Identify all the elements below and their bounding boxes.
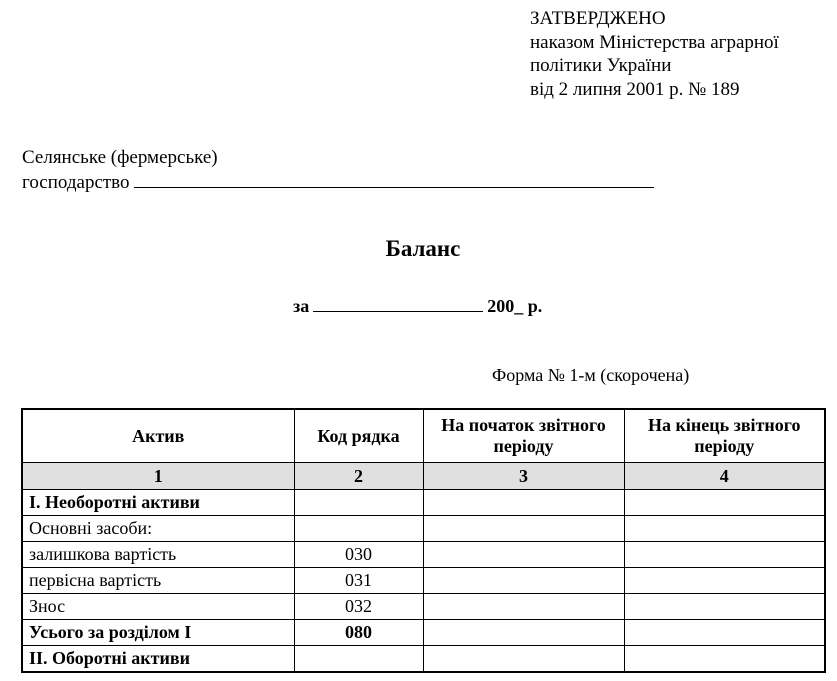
approval-ministry: політики України [530, 55, 672, 76]
row-label: II. Оборотні активи [22, 646, 294, 673]
farm-block [22, 145, 654, 195]
row-code: 032 [294, 594, 423, 620]
value-period-end-cell[interactable] [624, 594, 825, 620]
value-period-end-cell[interactable] [624, 490, 825, 516]
table-row [22, 568, 825, 594]
header-asset: Актив [22, 409, 294, 463]
approval-block [530, 7, 779, 101]
value-period-end-cell[interactable] [624, 646, 825, 673]
value-period-start-cell[interactable] [423, 516, 624, 542]
table-row [22, 594, 825, 620]
balance-table [21, 408, 826, 673]
value-period-start-cell[interactable] [423, 646, 624, 673]
value-period-start-cell[interactable] [423, 542, 624, 568]
table-header-row [22, 409, 825, 463]
form-number: Форма № 1-м (скорочена) [492, 365, 690, 385]
header-period-start: На початок звітного періоду [423, 409, 624, 463]
value-period-end-cell[interactable] [624, 542, 825, 568]
value-period-start-cell[interactable] [423, 490, 624, 516]
table-row [22, 490, 825, 516]
value-period-start-cell[interactable] [423, 568, 624, 594]
value-period-start-cell[interactable] [423, 594, 624, 620]
row-code: 080 [294, 620, 423, 646]
value-period-end-cell[interactable] [624, 620, 825, 646]
table-row [22, 646, 825, 673]
period-prefix: за [293, 296, 310, 316]
column-number: 2 [294, 463, 423, 490]
table-row [22, 620, 825, 646]
row-code [294, 516, 423, 542]
approval-title: ЗАТВЕРДЖЕНО [530, 8, 666, 29]
column-number: 3 [423, 463, 624, 490]
row-label: Основні засоби: [22, 516, 294, 542]
row-label: первісна вартість [22, 568, 294, 594]
farm-name-field[interactable] [134, 170, 654, 188]
column-numbers-row [22, 463, 825, 490]
row-label: залишкова вартість [22, 542, 294, 568]
approval-order: наказом Міністерства аграрної [530, 31, 779, 53]
farm-label-line2: господарство [22, 172, 130, 193]
row-label: Знос [22, 594, 294, 620]
document-title: Баланс [385, 236, 461, 261]
approval-date: від 2 липня 2001 р. № 189 [530, 78, 740, 100]
header-row-code: Код рядка [294, 409, 423, 463]
row-label: I. Необоротні активи [22, 490, 294, 516]
table-row [22, 516, 825, 542]
header-period-end: На кінець звітного періоду [624, 409, 825, 463]
table-row [22, 542, 825, 568]
value-period-end-cell[interactable] [624, 516, 825, 542]
period-line [293, 296, 542, 317]
period-suffix: 200_ р. [487, 296, 543, 316]
value-period-end-cell[interactable] [624, 568, 825, 594]
row-code [294, 646, 423, 673]
column-number: 4 [624, 463, 825, 490]
row-code [294, 490, 423, 516]
row-label: Усього за розділом I [22, 620, 294, 646]
column-number: 1 [22, 463, 294, 490]
value-period-start-cell[interactable] [423, 620, 624, 646]
farm-label-line1: Селянське (фермерське) [22, 147, 218, 168]
row-code: 031 [294, 568, 423, 594]
period-date-field[interactable] [313, 296, 483, 312]
row-code: 030 [294, 542, 423, 568]
